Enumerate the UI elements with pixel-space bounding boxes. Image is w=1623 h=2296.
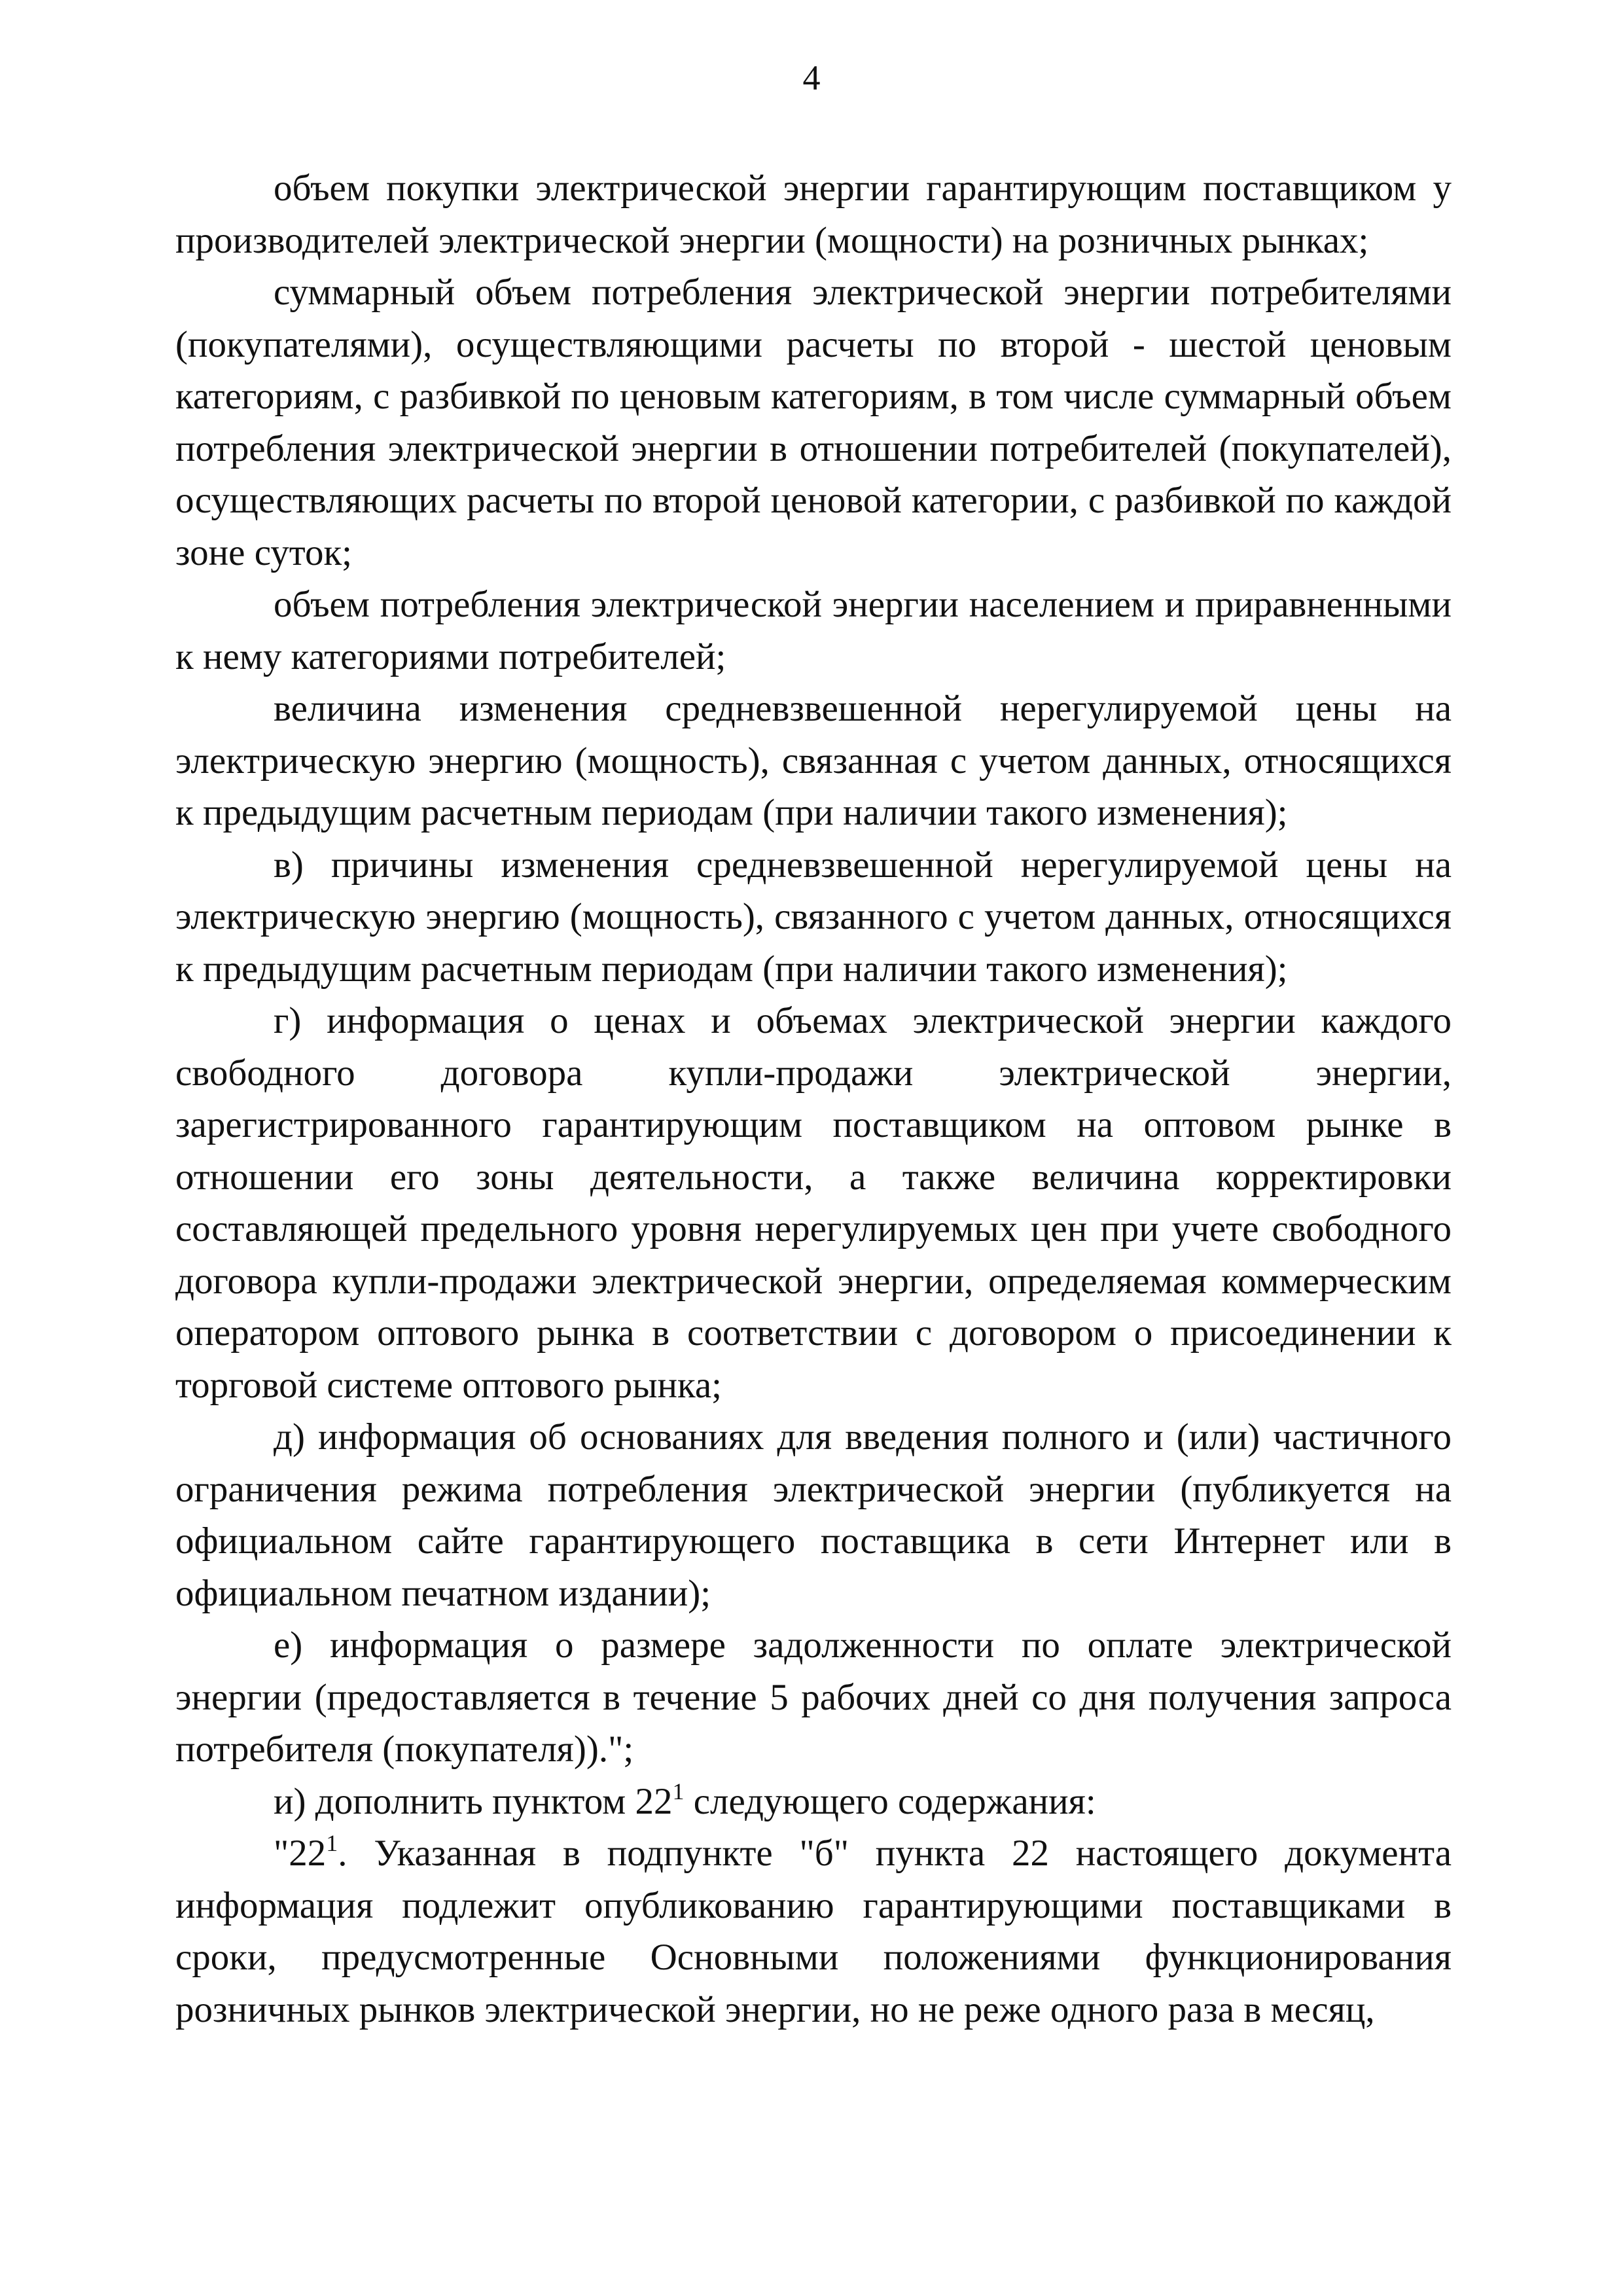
paragraph-item-e: е) информация о размере задолженности по оплате электрической энергии (предоставляется в течение 5 рабочих дней со дня получения запроса потребителя (покупателя))."; bbox=[175, 1624, 1452, 1770]
paragraph-total-consumption: суммарный объем потребления электрической энергии потребителями (покупателями), осуществляющими расчеты по второй - шестой ценовым категориям, с разбивкой по ценовым категориям, в том числе суммарный объем потребления электрической энергии в отношении потребителей (покупателей), осуществляющих расчеты по второй ценовой категории, с разбивкой по каждой зоне суток; bbox=[175, 272, 1452, 573]
paragraph-item-v: в) причины изменения средневзвешенной нерегулируемой цены на электрическую энергию (мощность), связанного с учетом данных, относящихся к предыдущим расчетным периодам (при наличии такого изменения); bbox=[175, 844, 1452, 990]
item-i-text-after: следующего содержания: bbox=[684, 1780, 1096, 1822]
item-i-text-before: и) дополнить пунктом 22 bbox=[274, 1780, 673, 1822]
point-22-1-text-before: "22 bbox=[274, 1833, 327, 1874]
item-i-superscript: 1 bbox=[672, 1778, 685, 1804]
paragraph-population-consumption: объем потребления электрической энергии населением и приравненными к нему категориями потребителей; bbox=[175, 584, 1452, 677]
point-22-1-text-after: . Указанная в подпункте "б" пункта 22 настоящего документа информация подлежит опубликованию гарантирующими поставщиками в сроки, предусмотренные Основными положениями функционирования розничных рынков электрической энергии, но не реже одного раза в месяц, bbox=[175, 1833, 1452, 2030]
paragraph-purchase-volume: объем покупки электрической энергии гарантирующим поставщиком у производителей электрической энергии (мощности) на розничных рынках; bbox=[175, 168, 1452, 261]
document-body bbox=[175, 162, 1452, 2036]
paragraph-price-change-value: величина изменения средневзвешенной нерегулируемой цены на электрическую энергию (мощность), связанная с учетом данных, относящихся к предыдущим расчетным периодам (при наличии такого изменения); bbox=[175, 688, 1452, 833]
page-number: 4 bbox=[802, 58, 821, 98]
paragraph-item-d: д) информация об основаниях для введения полного и (или) частичного ограничения режима потребления электрической энергии (публикуется на официальном сайте гарантирующего поставщика в сети Интернет или в официальном печатном издании); bbox=[175, 1416, 1452, 1614]
paragraph-item-g: г) информация о ценах и объемах электрической энергии каждого свободного договора купли-продажи электрической энергии, зарегистрированного гарантирующим поставщиком на оптовом рынке в отношении его зоны деятельности, а также величина корректировки составляющей предельного уровня нерегулируемых цен при учете свободного договора купли-продажи электрической энергии, определяемая коммерческим оператором оптового рынка в соответствии с договором о присоединении к торговой системе оптового рынка; bbox=[175, 1000, 1452, 1406]
paragraph-22-1 bbox=[175, 1827, 1452, 2036]
paragraph-item-i bbox=[175, 1776, 1452, 1828]
point-22-1-superscript: 1 bbox=[326, 1830, 338, 1856]
